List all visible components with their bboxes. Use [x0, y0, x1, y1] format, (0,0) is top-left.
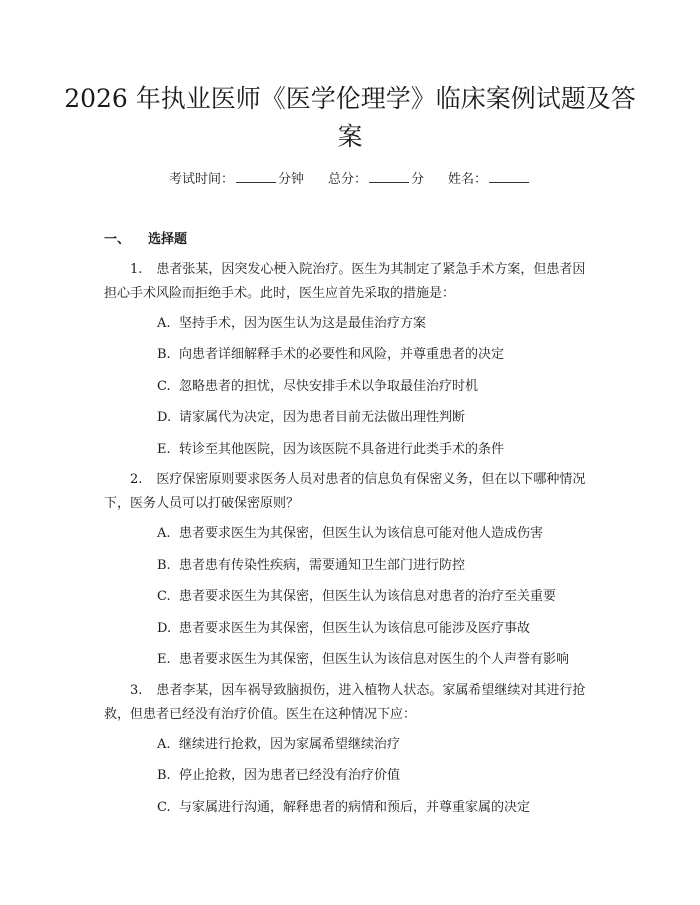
- option-letter: B.: [157, 347, 171, 362]
- option-letter: D.: [157, 621, 172, 636]
- question-number: 3.: [130, 683, 143, 698]
- option-1a: [157, 314, 607, 334]
- option-text: 患者要求医生为其保密，但医生认为该信息可能涉及医疗事故: [179, 621, 531, 636]
- option-2a: [157, 524, 607, 544]
- option-2d: [157, 619, 607, 639]
- option-2c: [157, 587, 607, 607]
- option-2b: [157, 556, 607, 576]
- option-text: 与家属进行沟通，解释患者的病情和预后，并尊重家属的决定: [179, 800, 531, 815]
- option-1e: [157, 440, 607, 460]
- question-1: [104, 258, 598, 306]
- option-letter: C.: [157, 800, 171, 815]
- option-text: 患者要求医生为其保密，但医生认为该信息对患者的治疗至关重要: [179, 589, 557, 604]
- time-label: 考试时间：: [168, 172, 234, 187]
- option-1b: [157, 345, 607, 365]
- question-2: [104, 468, 598, 516]
- question-number: 1.: [130, 262, 143, 277]
- option-3c: [157, 798, 607, 818]
- option-letter: D.: [157, 410, 172, 425]
- exam-name: [448, 168, 531, 190]
- question-3: [104, 679, 598, 727]
- section-number: 一、: [104, 232, 131, 247]
- option-letter: C.: [157, 379, 171, 394]
- option-text: 请家属代为决定，因为患者目前无法做出理性判断: [179, 410, 466, 425]
- time-unit: 分钟: [277, 172, 304, 187]
- option-letter: B.: [157, 558, 171, 573]
- score-label: 总分：: [327, 172, 367, 187]
- section-title: 选择题: [148, 232, 188, 247]
- option-text: 向患者详细解释手术的必要性和风险，并尊重患者的决定: [179, 347, 505, 362]
- name-label: 姓名：: [448, 172, 488, 187]
- option-text: 转诊至其他医院，因为该医院不具备进行此类手术的条件: [179, 442, 505, 457]
- question-text: 患者张某，因突发心梗入院治疗。医生为其制定了紧急手术方案，但患者因担心手术风险而拒绝手术。此时，医生应首先采取的措施是：: [104, 262, 586, 301]
- name-blank: [489, 168, 529, 183]
- option-text: 患者患有传染性疾病，需要通知卫生部门进行防控: [179, 558, 466, 573]
- option-letter: C.: [157, 589, 171, 604]
- option-text: 患者要求医生为其保密，但医生认为该信息对医生的个人声誉有影响: [179, 652, 570, 667]
- option-text: 患者要求医生为其保密，但医生认为该信息可能对他人造成伤害: [179, 526, 544, 541]
- exam-meta: [0, 168, 700, 190]
- page-title: 2026 年执业医师《医学伦理学》临床案例试题及答案: [64, 84, 636, 151]
- option-3b: [157, 766, 607, 786]
- score-blank: [369, 168, 409, 183]
- option-letter: A.: [157, 526, 171, 541]
- option-letter: A.: [157, 316, 171, 331]
- option-2e: [157, 650, 607, 670]
- question-text: 患者李某，因车祸导致脑损伤，进入植物人状态。家属希望继续对其进行抢救，但患者已经没有治疗价值。医生在这种情况下应：: [104, 683, 586, 722]
- option-text: 坚持手术，因为医生认为这是最佳治疗方案: [179, 316, 427, 331]
- option-text: 继续进行抢救，因为家属希望继续治疗: [179, 737, 401, 752]
- score-unit: 分: [411, 172, 425, 187]
- option-text: 停止抢救，因为患者已经没有治疗价值: [179, 768, 401, 783]
- option-letter: A.: [157, 737, 171, 752]
- option-3a: [157, 735, 607, 755]
- exam-time: [169, 168, 304, 190]
- option-letter: E.: [157, 652, 171, 667]
- question-number: 2.: [130, 472, 143, 487]
- time-blank: [236, 168, 276, 183]
- option-text: 忽略患者的担忧，尽快安排手术以争取最佳治疗时机: [179, 379, 479, 394]
- option-1c: [157, 377, 607, 397]
- exam-score: [328, 168, 424, 190]
- option-letter: E.: [157, 442, 171, 457]
- section-heading: [104, 230, 187, 250]
- option-1d: [157, 408, 607, 428]
- option-letter: B.: [157, 768, 171, 783]
- question-text: 医疗保密原则要求医务人员对患者的信息负有保密义务，但在以下哪种情况下，医务人员可以打破保密原则？: [104, 472, 586, 511]
